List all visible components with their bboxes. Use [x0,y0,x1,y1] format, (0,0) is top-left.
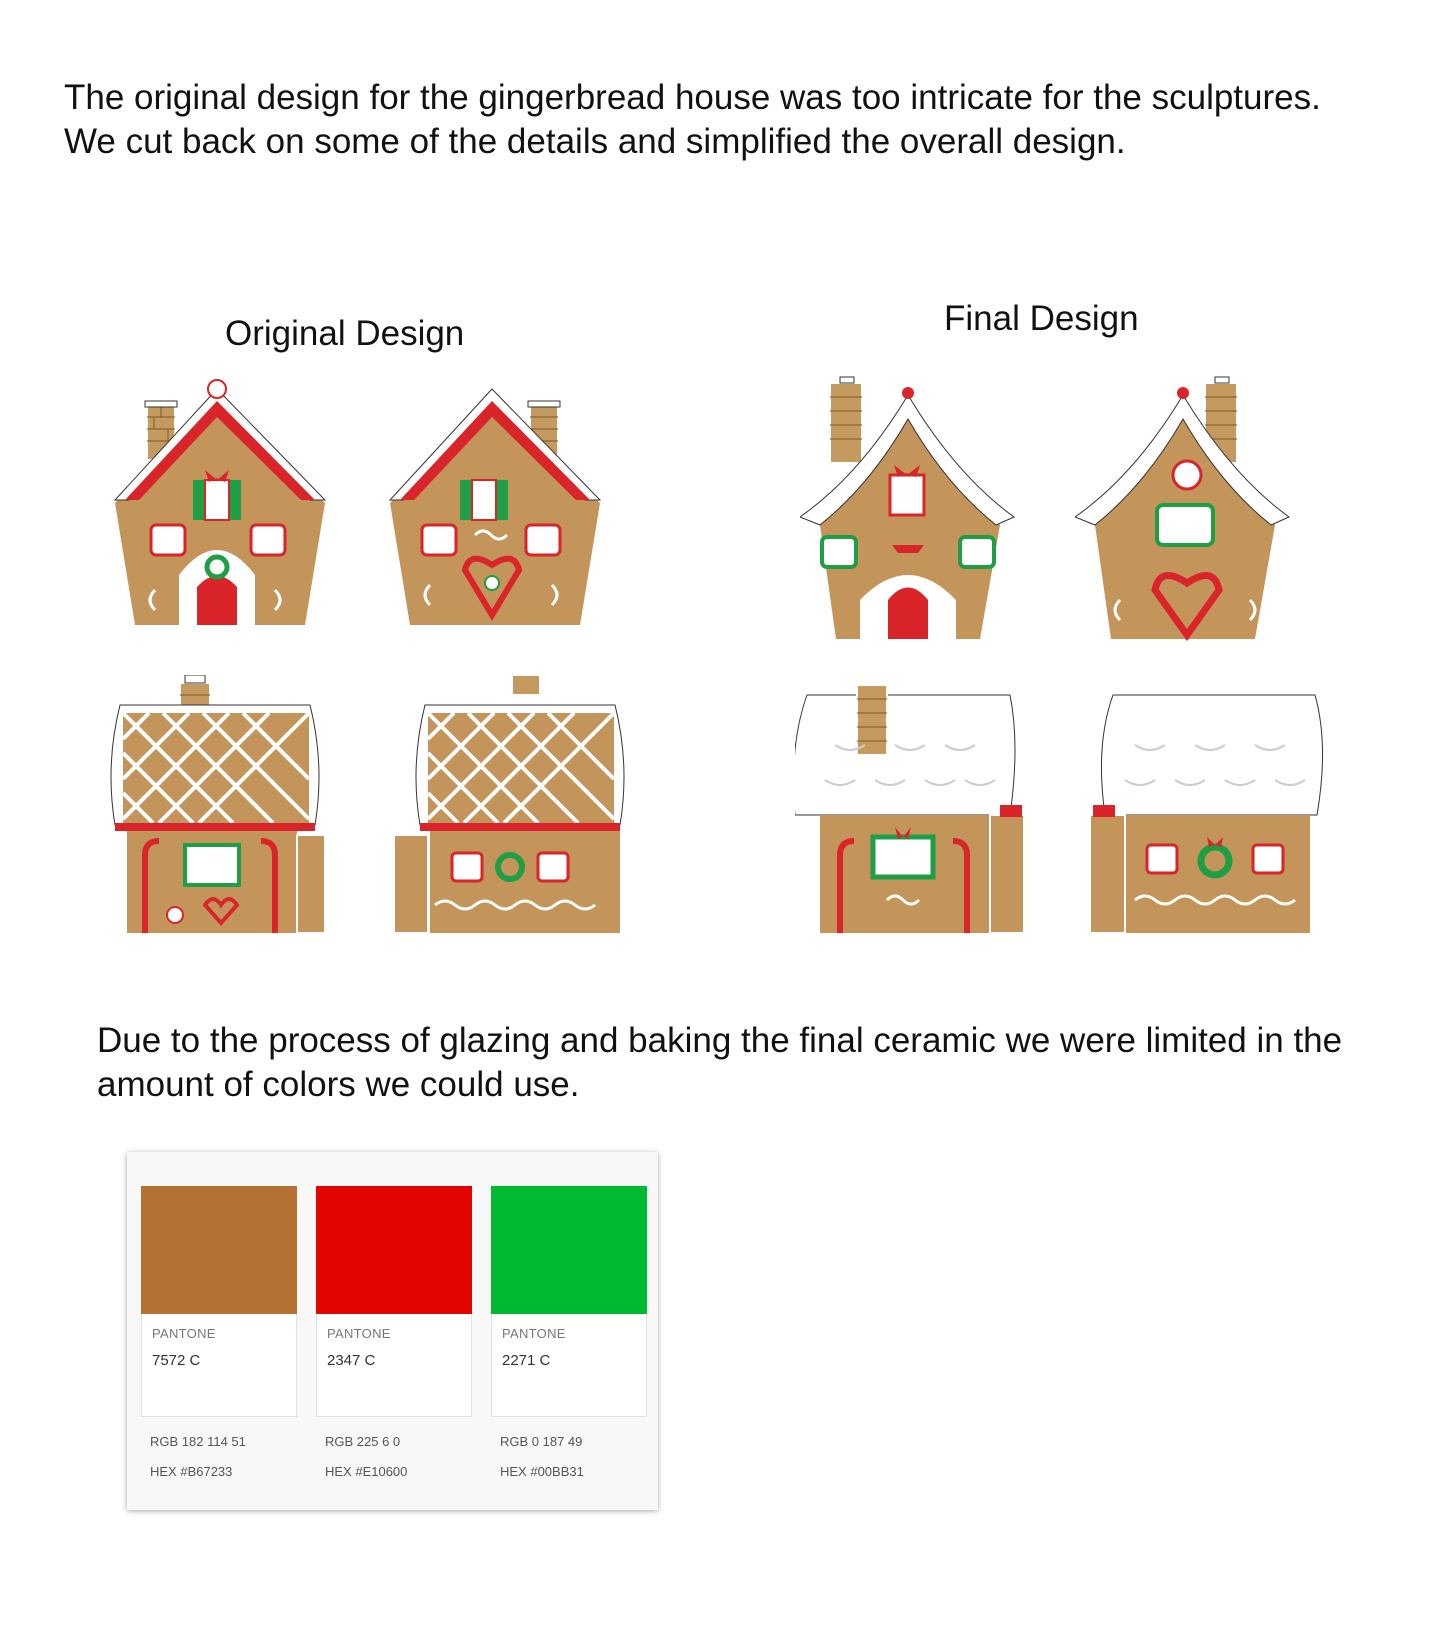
original-design-heading: Original Design [225,314,465,353]
swatch-red [316,1186,472,1479]
original-house-side-1-illustration [105,675,355,933]
final-house-side-2-illustration [1085,685,1335,933]
swatch-rgb: RGB 182 114 51 [150,1434,246,1449]
swatch-info-card [316,1314,472,1417]
intro-paragraph: The original design for the gingerbread house was too intricate for the sculptures. We cut back on some of the details and simplified the overall design. [64,78,1321,161]
swatch-code: 7572 C [152,1352,201,1369]
swatch-info-card [141,1314,297,1417]
swatch-hex: HEX #00BB31 [500,1464,584,1479]
final-house-front-illustration [800,375,1020,641]
swatch-code: 2347 C [327,1352,376,1369]
final-house-side-1-illustration [795,685,1045,933]
color-palette-card [127,1152,658,1510]
final-house-back-illustration [1075,375,1295,641]
swatch-hex: HEX #E10600 [325,1464,408,1479]
swatch-brand: PANTONE [152,1326,216,1341]
swatch-color-block [491,1186,647,1314]
swatch-code: 2271 C [502,1352,551,1369]
swatch-green [491,1186,647,1479]
swatch-brand: PANTONE [502,1326,566,1341]
swatch-hex: HEX #B67233 [150,1464,233,1479]
swatch-rgb: RGB 0 187 49 [500,1434,583,1449]
swatch-brand: PANTONE [327,1326,391,1341]
original-house-front-illustration [105,375,335,627]
swatch-color-block [316,1186,472,1314]
final-design-heading: Final Design [944,299,1139,338]
swatch-brown [141,1186,297,1479]
original-house-back-illustration [380,375,610,627]
swatch-info-card [491,1314,647,1417]
color-limitation-note: Due to the process of glazing and baking the final ceramic we were limited in the amount of colors we could use. [97,1021,1343,1104]
original-house-side-2-illustration [390,675,640,933]
swatch-color-block [141,1186,297,1314]
swatch-rgb: RGB 225 6 0 [325,1434,401,1449]
